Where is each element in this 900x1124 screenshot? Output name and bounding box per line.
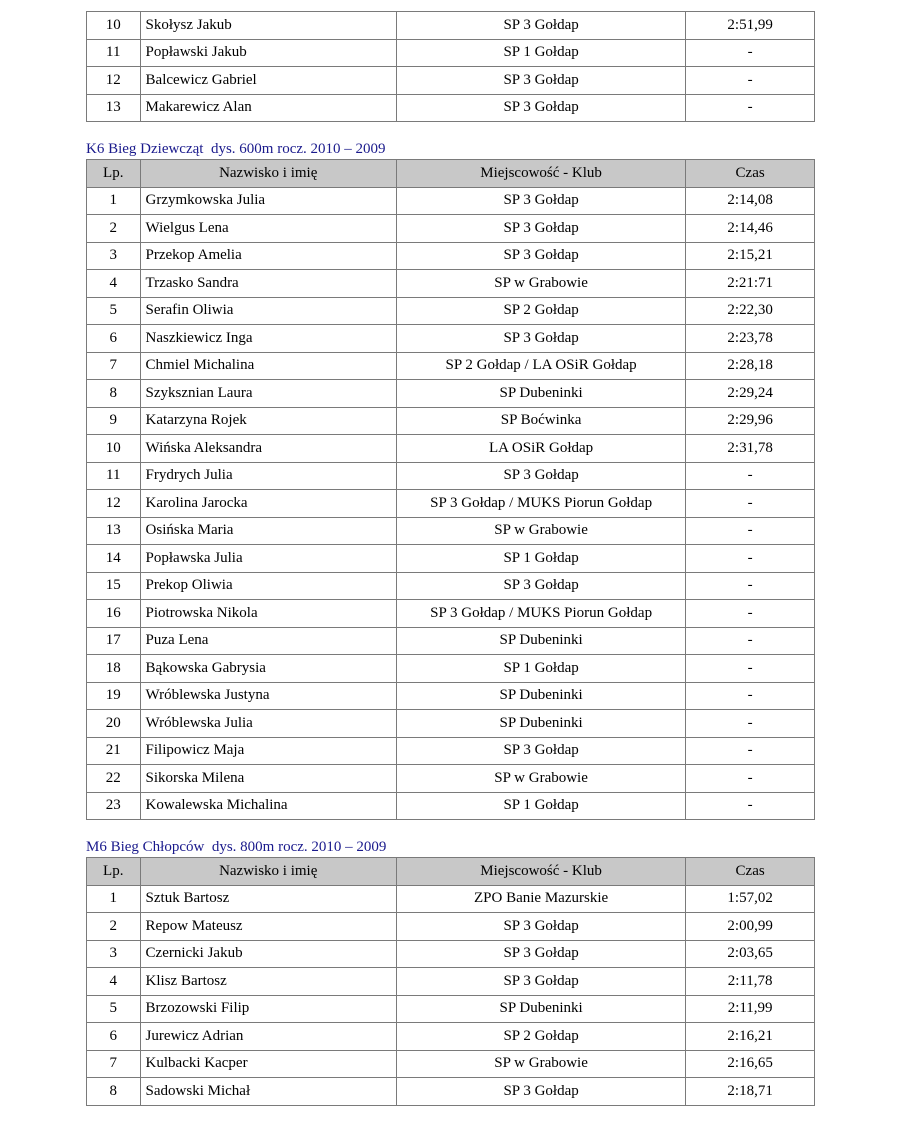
club-cell: SP 1 Gołdap: [396, 655, 685, 683]
table-row: [87, 968, 815, 996]
lp-header: Lp.: [87, 160, 141, 188]
club-cell: SP 3 Gołdap: [396, 913, 685, 941]
header-row: [87, 160, 815, 188]
club-cell: SP 3 Gołdap: [396, 215, 685, 243]
lp-cell: 4: [87, 270, 141, 298]
name-cell: Grzymkowska Julia: [140, 187, 396, 215]
club-cell: SP 1 Gołdap: [396, 545, 685, 573]
club-cell: SP 3 Gołdap: [396, 940, 685, 968]
time-cell: 2:14,08: [686, 187, 815, 215]
lp-cell: 17: [87, 627, 141, 655]
table-row: [87, 67, 815, 95]
lp-cell: 4: [87, 968, 141, 996]
club-cell: SP 2 Gołdap: [396, 297, 685, 325]
time-cell: -: [686, 600, 815, 628]
lp-cell: 3: [87, 242, 141, 270]
name-cell: Wróblewska Justyna: [140, 682, 396, 710]
table-row: [87, 517, 815, 545]
club-cell: ZPO Banie Mazurskie: [396, 885, 685, 913]
table-row: [87, 627, 815, 655]
table-row: [87, 215, 815, 243]
lp-cell: 11: [87, 462, 141, 490]
club-header: Miejscowość - Klub: [396, 160, 685, 188]
table-row: [87, 12, 815, 40]
club-cell: SP 3 Gołdap: [396, 968, 685, 996]
table-row: [87, 435, 815, 463]
name-cell: Jurewicz Adrian: [140, 1023, 396, 1051]
time-cell: 2:14,46: [686, 215, 815, 243]
table-row: [87, 913, 815, 941]
name-cell: Karolina Jarocka: [140, 490, 396, 518]
club-cell: SP 1 Gołdap: [396, 39, 685, 67]
table-row: [87, 462, 815, 490]
time-cell: -: [686, 737, 815, 765]
name-cell: Brzozowski Filip: [140, 995, 396, 1023]
table-row: [87, 39, 815, 67]
club-cell: SP 3 Gołdap: [396, 737, 685, 765]
name-cell: Skołysz Jakub: [140, 12, 396, 40]
name-cell: Sztuk Bartosz: [140, 885, 396, 913]
name-cell: Sikorska Milena: [140, 765, 396, 793]
time-cell: -: [686, 462, 815, 490]
table-row: [87, 682, 815, 710]
name-cell: Popławski Jakub: [140, 39, 396, 67]
club-cell: SP 3 Gołdap / MUKS Piorun Gołdap: [396, 600, 685, 628]
name-cell: Osińska Maria: [140, 517, 396, 545]
name-cell: Makarewicz Alan: [140, 94, 396, 122]
club-cell: SP 3 Gołdap: [396, 187, 685, 215]
name-cell: Balcewicz Gabriel: [140, 67, 396, 95]
club-cell: SP 3 Gołdap: [396, 94, 685, 122]
results-table-m6: [86, 857, 815, 1106]
club-cell: SP 3 Gołdap: [396, 325, 685, 353]
section-heading-k6: K6 Bieg Dziewcząt dys. 600m rocz. 2010 – 2009: [86, 141, 386, 157]
time-cell: 2:51,99: [686, 12, 815, 40]
time-header: Czas: [686, 160, 815, 188]
club-cell: SP 3 Gołdap: [396, 572, 685, 600]
lp-cell: 16: [87, 600, 141, 628]
table-row: [87, 490, 815, 518]
table-row: [87, 655, 815, 683]
time-cell: -: [686, 490, 815, 518]
lp-cell: 1: [87, 885, 141, 913]
name-cell: Wińska Aleksandra: [140, 435, 396, 463]
name-cell: Sadowski Michał: [140, 1078, 396, 1106]
club-header: Miejscowość - Klub: [396, 858, 685, 886]
table-row: [87, 600, 815, 628]
time-cell: 2:16,21: [686, 1023, 815, 1051]
table-row: [87, 1050, 815, 1078]
club-cell: SP w Grabowie: [396, 270, 685, 298]
name-cell: Serafin Oliwia: [140, 297, 396, 325]
lp-cell: 7: [87, 1050, 141, 1078]
lp-cell: 3: [87, 940, 141, 968]
lp-cell: 5: [87, 297, 141, 325]
table-row: [87, 545, 815, 573]
lp-cell: 6: [87, 325, 141, 353]
club-cell: SP Boćwinka: [396, 407, 685, 435]
lp-cell: 9: [87, 407, 141, 435]
time-cell: 2:11,78: [686, 968, 815, 996]
lp-cell: 21: [87, 737, 141, 765]
name-header: Nazwisko i imię: [140, 858, 396, 886]
club-cell: SP 2 Gołdap: [396, 1023, 685, 1051]
name-cell: Piotrowska Nikola: [140, 600, 396, 628]
table-row: [87, 940, 815, 968]
lp-cell: 1: [87, 187, 141, 215]
table-row: [87, 765, 815, 793]
name-cell: Czernicki Jakub: [140, 940, 396, 968]
lp-cell: 8: [87, 380, 141, 408]
club-cell: SP Dubeninki: [396, 710, 685, 738]
name-cell: Filipowicz Maja: [140, 737, 396, 765]
name-cell: Repow Mateusz: [140, 913, 396, 941]
club-cell: SP 1 Gołdap: [396, 792, 685, 820]
lp-cell: 10: [87, 435, 141, 463]
table-row: [87, 270, 815, 298]
name-cell: Wróblewska Julia: [140, 710, 396, 738]
time-cell: 2:18,71: [686, 1078, 815, 1106]
lp-cell: 12: [87, 67, 141, 95]
lp-header: Lp.: [87, 858, 141, 886]
time-cell: -: [686, 94, 815, 122]
table-row: [87, 380, 815, 408]
table-row: [87, 1078, 815, 1106]
club-cell: SP 3 Gołdap: [396, 12, 685, 40]
lp-cell: 12: [87, 490, 141, 518]
club-cell: SP w Grabowie: [396, 517, 685, 545]
time-cell: -: [686, 627, 815, 655]
table-row: [87, 407, 815, 435]
time-cell: -: [686, 572, 815, 600]
time-cell: 2:22,30: [686, 297, 815, 325]
name-cell: Prekop Oliwia: [140, 572, 396, 600]
time-cell: 2:15,21: [686, 242, 815, 270]
lp-cell: 14: [87, 545, 141, 573]
club-cell: SP w Grabowie: [396, 1050, 685, 1078]
lp-cell: 5: [87, 995, 141, 1023]
time-cell: -: [686, 792, 815, 820]
table-row: [87, 737, 815, 765]
table-row: [87, 242, 815, 270]
club-cell: SP w Grabowie: [396, 765, 685, 793]
time-cell: -: [686, 765, 815, 793]
time-cell: 2:00,99: [686, 913, 815, 941]
club-cell: SP Dubeninki: [396, 627, 685, 655]
table-row: [87, 187, 815, 215]
lp-cell: 13: [87, 94, 141, 122]
time-cell: 2:28,18: [686, 352, 815, 380]
time-cell: 2:29,24: [686, 380, 815, 408]
results-table-k6: [86, 159, 815, 820]
time-cell: -: [686, 545, 815, 573]
club-cell: SP 3 Gołdap / MUKS Piorun Gołdap: [396, 490, 685, 518]
club-cell: SP Dubeninki: [396, 995, 685, 1023]
name-cell: Naszkiewicz Inga: [140, 325, 396, 353]
time-cell: 1:57,02: [686, 885, 815, 913]
time-header: Czas: [686, 858, 815, 886]
name-cell: Katarzyna Rojek: [140, 407, 396, 435]
lp-cell: 22: [87, 765, 141, 793]
lp-cell: 7: [87, 352, 141, 380]
name-cell: Kulbacki Kacper: [140, 1050, 396, 1078]
time-cell: 2:11,99: [686, 995, 815, 1023]
lp-cell: 23: [87, 792, 141, 820]
section-heading-m6: M6 Bieg Chłopców dys. 800m rocz. 2010 – 2009: [86, 839, 387, 855]
name-cell: Frydrych Julia: [140, 462, 396, 490]
time-cell: -: [686, 517, 815, 545]
club-cell: LA OSiR Gołdap: [396, 435, 685, 463]
club-cell: SP 3 Gołdap: [396, 1078, 685, 1106]
club-cell: SP Dubeninki: [396, 380, 685, 408]
results-table-continued: [86, 11, 815, 122]
lp-cell: 15: [87, 572, 141, 600]
name-cell: Wielgus Lena: [140, 215, 396, 243]
table-row: [87, 94, 815, 122]
club-cell: SP 3 Gołdap: [396, 242, 685, 270]
time-cell: -: [686, 710, 815, 738]
time-cell: 2:23,78: [686, 325, 815, 353]
time-cell: 2:31,78: [686, 435, 815, 463]
lp-cell: 2: [87, 215, 141, 243]
name-cell: Chmiel Michalina: [140, 352, 396, 380]
name-cell: Bąkowska Gabrysia: [140, 655, 396, 683]
club-cell: SP 3 Gołdap: [396, 462, 685, 490]
time-cell: -: [686, 67, 815, 95]
header-row: [87, 858, 815, 886]
name-cell: Szyksznian Laura: [140, 380, 396, 408]
table-row: [87, 297, 815, 325]
name-cell: Puza Lena: [140, 627, 396, 655]
lp-cell: 10: [87, 12, 141, 40]
lp-cell: 19: [87, 682, 141, 710]
name-cell: Kowalewska Michalina: [140, 792, 396, 820]
lp-cell: 6: [87, 1023, 141, 1051]
lp-cell: 20: [87, 710, 141, 738]
club-cell: SP 2 Gołdap / LA OSiR Gołdap: [396, 352, 685, 380]
lp-cell: 18: [87, 655, 141, 683]
table-row: [87, 325, 815, 353]
table-row: [87, 1023, 815, 1051]
lp-cell: 8: [87, 1078, 141, 1106]
name-header: Nazwisko i imię: [140, 160, 396, 188]
time-cell: 2:03,65: [686, 940, 815, 968]
time-cell: 2:21:71: [686, 270, 815, 298]
table-row: [87, 885, 815, 913]
lp-cell: 11: [87, 39, 141, 67]
name-cell: Trzasko Sandra: [140, 270, 396, 298]
lp-cell: 2: [87, 913, 141, 941]
lp-cell: 13: [87, 517, 141, 545]
time-cell: 2:29,96: [686, 407, 815, 435]
time-cell: 2:16,65: [686, 1050, 815, 1078]
table-row: [87, 995, 815, 1023]
time-cell: -: [686, 682, 815, 710]
table-row: [87, 352, 815, 380]
name-cell: Przekop Amelia: [140, 242, 396, 270]
time-cell: -: [686, 39, 815, 67]
name-cell: Klisz Bartosz: [140, 968, 396, 996]
table-row: [87, 710, 815, 738]
club-cell: SP Dubeninki: [396, 682, 685, 710]
table-row: [87, 572, 815, 600]
table-row: [87, 792, 815, 820]
time-cell: -: [686, 655, 815, 683]
club-cell: SP 3 Gołdap: [396, 67, 685, 95]
name-cell: Popławska Julia: [140, 545, 396, 573]
